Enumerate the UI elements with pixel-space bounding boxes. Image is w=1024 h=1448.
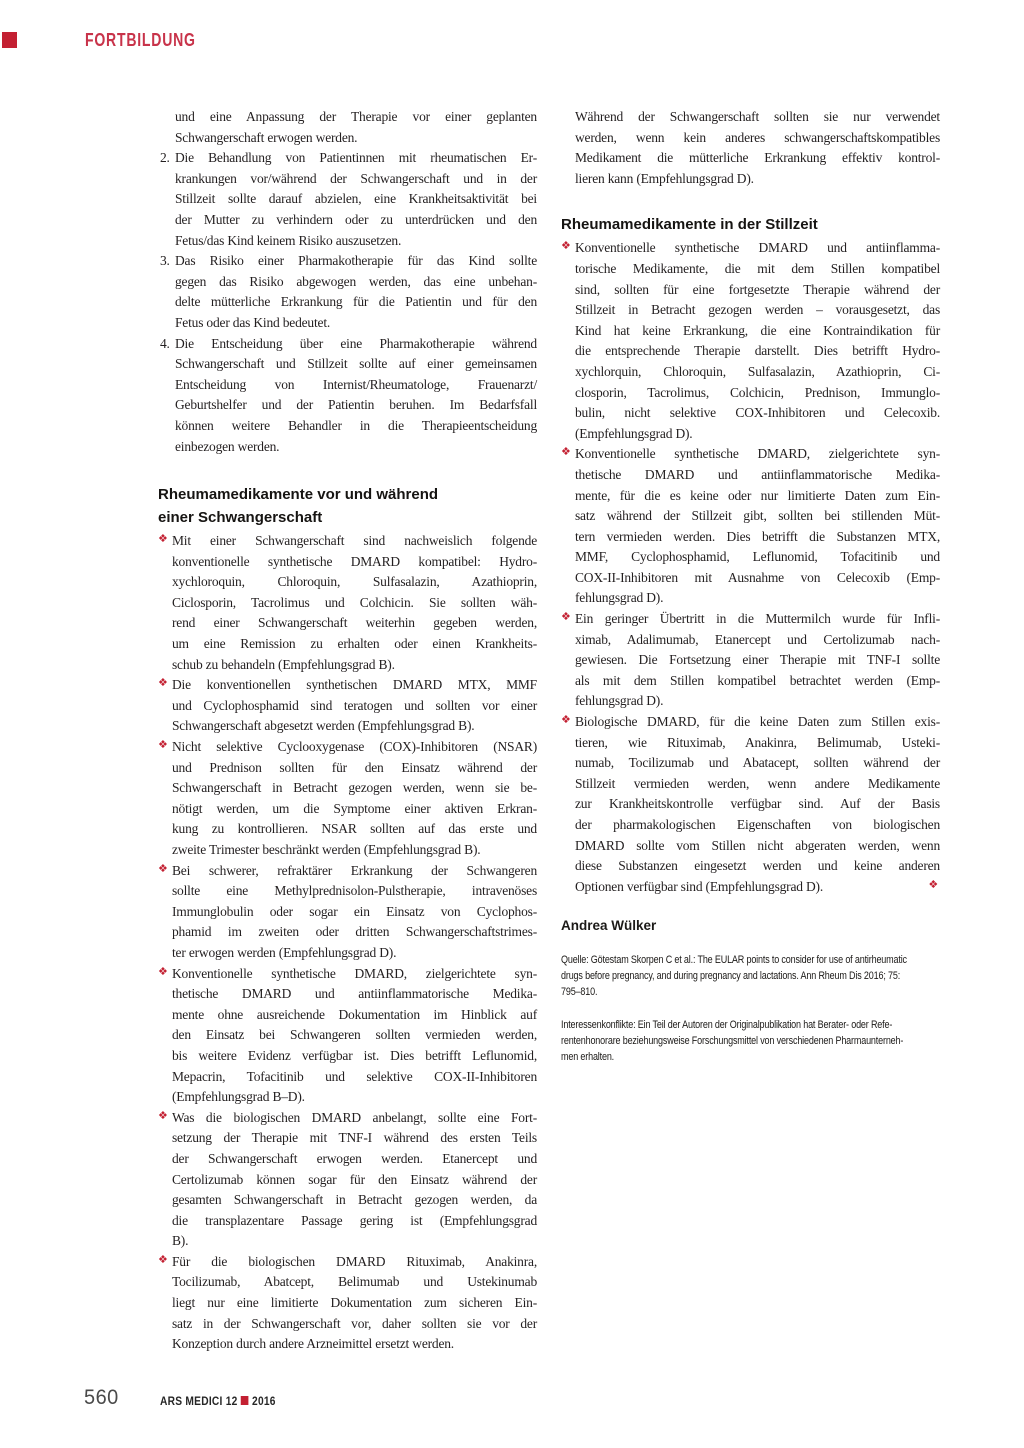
- text-line: nötigt werden, um die Symptome einer aktiven Erkran-: [172, 800, 537, 816]
- text-line: Stillzeit vermieden werden, wenn andere Medikamente: [575, 775, 940, 791]
- diamond-bullet-icon: ❖: [158, 1252, 168, 1266]
- text-line: setzung der Therapie mit TNF-I während des ersten Teils: [172, 1130, 537, 1146]
- text-line: mente ohne ausreichende Dokumentation im Hinblick auf: [172, 1006, 537, 1022]
- text-line: ter erwogen werden (Empfehlungsgrad D).: [172, 944, 397, 960]
- text-line: Konventionelle synthetische DMARD, zielgerichtete syn-: [575, 446, 940, 462]
- section-label: FORTBILDUNG: [85, 30, 196, 50]
- bullet-item: [158, 531, 537, 675]
- text-line: fehlungsgrad D).: [575, 590, 664, 606]
- text-line: und Prednison sollten für den Einsatz während der: [172, 759, 537, 775]
- section-heading-line: einer Schwangerschaft: [158, 509, 323, 527]
- text-line: konventionelle synthetische DMARD kompatibel: Hydro-: [172, 553, 537, 569]
- item-number: 4.: [160, 335, 170, 351]
- text-line: zur Krankheitskontrolle verfügbar sind. Auf der Basis: [575, 796, 940, 812]
- text-line: Entscheidung von Internist/Rheumatologe, Frauenarzt/: [175, 376, 537, 392]
- text-line: bulin, nicht selektive COX-Inhibitoren und Celecoxib.: [575, 405, 940, 421]
- left-column: [158, 107, 537, 1355]
- text-line: Konzeption durch andere Arzneimittel ersetzt werden.: [172, 1336, 454, 1352]
- text-line: (Empfehlungsgrad D).: [575, 425, 693, 441]
- text-line: Schwangerschaft und Stillzeit sollte auf einer gemeinsamen: [175, 356, 537, 372]
- text-line: delte mütterliche Erkrankung für die Patientin und für den: [175, 294, 537, 310]
- text-line: DMARD sollte vom Stillen nicht abgeraten werden, wenn: [575, 837, 940, 853]
- text-line: satz in der Schwangerschaft vor, daher sollten sie vor der: [172, 1315, 537, 1331]
- text-line: werden, wenn kein anderes schwangerschaftskompatibles: [575, 129, 940, 145]
- text-line: gesamten Schwangerschaft in Betracht gezogen werden, da: [172, 1192, 537, 1208]
- diamond-bullet-icon: ❖: [561, 610, 571, 624]
- text-line: tieren, wie Rituximab, Anakinra, Belimumab, Usteki-: [575, 734, 940, 750]
- text-line: Nicht selektive Cyclooxygenase (COX)-Inhibitoren (NSAR): [172, 739, 537, 755]
- diamond-bullet-icon: ❖: [158, 1108, 168, 1122]
- numbered-item: [158, 107, 537, 148]
- text-line: Fetus oder das Kind bedeutet.: [175, 314, 331, 330]
- text-line: Die konventionellen synthetischen DMARD MTX, MMF: [172, 677, 537, 693]
- text-line: Schwangerschaft abgesetzt werden (Empfehlungsgrad B).: [172, 718, 475, 734]
- text-line: Schwangerschaft erwogen werden.: [175, 129, 358, 145]
- text-line: xychloroquin, Chloroquin, Sulfasalazin, Azathioprin,: [172, 574, 537, 590]
- source-line: 795–810.: [561, 986, 598, 999]
- item-number: 3.: [160, 253, 170, 269]
- text-line: Für die biologischen DMARD Rituximab, Anakinra,: [172, 1253, 537, 1269]
- text-line: als mit dem Stillen kompatibel betrachtet werden (Emp-: [575, 672, 940, 688]
- source-note: [561, 952, 1024, 1000]
- conflict-note: [561, 1017, 1024, 1065]
- bullet-item: [561, 238, 940, 444]
- bullet-item: [561, 609, 940, 712]
- text-line: Fetus/das Kind keinem Risiko auszusetzen.: [175, 232, 402, 248]
- diamond-bullet-icon: ❖: [561, 239, 571, 253]
- text-line: können weitere Behandler in die Therapieentscheidung: [175, 417, 537, 433]
- text-line: schub zu behandeln (Empfehlungsgrad B).: [172, 656, 395, 672]
- text-line: den Einsatz bei Schwangeren sollten vermieden werden,: [172, 1027, 537, 1043]
- diamond-bullet-icon: ❖: [158, 861, 168, 875]
- right-column: [561, 107, 940, 1065]
- section-heading-line: Rheumamedikamente vor und während: [158, 486, 439, 504]
- text-line: rend einer Schwangerschaft weiterhin gegeben werden,: [172, 615, 537, 631]
- text-line: Kind hat keine Erkrankung, die eine Kontraindikation für: [575, 322, 940, 338]
- numbered-item: [158, 251, 537, 333]
- text-line: um eine Remission zu erhalten oder einen Krankheits-: [172, 636, 537, 652]
- numbered-item: [158, 148, 537, 251]
- diamond-bullet-icon: ❖: [561, 713, 571, 727]
- source-line: drugs before pregnancy, and during pregnancy and lactations. Ann Rheum Dis 2016; 75:: [561, 970, 901, 983]
- journal-footer-line: [160, 1394, 276, 1408]
- conflict-line: Interessenkonflikte: Ein Teil der Autoren der Originalpublikation hat Berater- oder Refe-: [561, 1019, 893, 1032]
- text-line: und Cyclophosphamid sind teratogen und sollten vor einer: [172, 697, 537, 713]
- text-line: Konventionelle synthetische DMARD, zielgerichtete syn-: [172, 965, 537, 981]
- text-line: Schwangerschaft in Betracht gezogen werden, wenn sie be-: [172, 780, 537, 796]
- text-line: bis weitere Evidenz verfügbar ist. Dies betrifft Leflunomid,: [172, 1047, 537, 1063]
- conflict-line: men erhalten.: [561, 1051, 615, 1064]
- text-line: liegt nur eine limitierte Dokumentation zum sicheren Ein-: [172, 1295, 537, 1311]
- text-line: ximab, Adalimumab, Etanercept und Certolizumab nach-: [575, 631, 940, 647]
- numbered-item: [158, 334, 537, 458]
- journal-name: ARS MEDICI 12: [160, 1394, 238, 1408]
- bullet-item: [158, 861, 537, 964]
- text-line: fehlungsgrad D).: [575, 693, 664, 709]
- text-line: Stillzeit in Betracht gezogen werden – vorausgesetzt, das: [575, 302, 940, 318]
- text-line: torische Medikamente, die mit dem Stillen kompatibel: [575, 260, 940, 276]
- text-line: die entsprechende Therapie darstellt. Dies betrifft Hydro-: [575, 343, 940, 359]
- text-line: gegen das Risiko abgewogen werden, das eine unbehan-: [175, 273, 537, 289]
- text-line: tern vermieden werden. Dies betrifft die Substanzen MTX,: [575, 528, 940, 544]
- section-heading: [158, 483, 537, 529]
- text-line: der Schwangerschaft erwogen werden. Etanercept und: [172, 1150, 537, 1166]
- text-line: Bei schwerer, refraktärer Erkrankung der Schwangeren: [172, 862, 537, 878]
- bullet-item: [158, 737, 537, 861]
- text-line: kung zu kontrollieren. NSAR sollten auf das erste und: [172, 821, 537, 837]
- text-line: Mit einer Schwangerschaft sind nachweislich folgende: [172, 533, 537, 549]
- text-line: Geburtshelfer und der Patientin beruhen. Im Bedarfsfall: [175, 397, 537, 413]
- text-line: MMF, Cyclophosphamid, Leflunomid, Tofacitinib und: [575, 549, 940, 565]
- section-heading: [561, 213, 940, 236]
- bullet-item: [561, 444, 940, 609]
- text-line: einbezogen werden.: [175, 438, 280, 454]
- text-line: COX-II-Inhibitoren mit Ausnahme von Celecoxib (Emp-: [575, 569, 940, 585]
- bullet-item: [158, 1252, 537, 1355]
- text-line: Das Risiko einer Pharmakotherapie für das Kind sollte: [175, 253, 537, 269]
- bullet-item: [158, 1108, 537, 1252]
- text-line: thetische DMARD und antiinflammatorische Medika-: [172, 986, 537, 1002]
- text-line: B).: [172, 1233, 189, 1249]
- text-line: (Empfehlungsgrad B–D).: [172, 1089, 305, 1105]
- item-number: 2.: [160, 150, 170, 166]
- text-line: phamid im zweiten oder dritten Schwangerschaftstrimes-: [172, 924, 537, 940]
- diamond-bullet-icon: ❖: [158, 964, 168, 978]
- bullet-item: [561, 712, 940, 897]
- text-line: gewiesen. Die Fortsetzung einer Therapie mit TNF-I sollte: [575, 652, 940, 668]
- text-line: Tocilizumab, Abatcept, Belimumab und Ustekinumab: [172, 1274, 537, 1290]
- text-line: satz während der Stillzeit gibt, sollten bei stillenden Müt-: [575, 508, 940, 524]
- text-line: sind, sollten für eine fortgesetzte Therapie während der: [575, 281, 940, 297]
- text-line: diese Substanzen eingesetzt werden und keine anderen: [575, 858, 940, 874]
- text-line: Während der Schwangerschaft sollten sie nur verwendet: [575, 109, 940, 124]
- author-name: Andrea Wülker: [561, 918, 657, 934]
- text-line: Medikament die mütterliche Erkrankung effektiv kontrol-: [575, 150, 940, 166]
- text-line: Stillzeit sollte darauf abzielen, eine Krankheitsaktivität bei: [175, 191, 537, 207]
- text-line: zweite Trimester beschränkt werden (Empfehlungsgrad B).: [172, 842, 481, 857]
- text-line: und eine Anpassung der Therapie vor einer geplanten: [175, 109, 537, 124]
- source-line: Quelle: Götestam Skorpen C et al.: The EULAR points to consider for use of antirheumatic: [561, 954, 907, 967]
- text-line: Certolizumab können sogar für den Einsatz während der: [172, 1171, 537, 1187]
- text-line: sollte eine Methylprednisolon-Pulstherapie, intravenöses: [172, 883, 537, 899]
- text-line: Optionen verfügbar sind (Empfehlungsgrad D). ❖: [575, 877, 938, 894]
- text-line: lieren kann (Empfehlungsgrad D).: [575, 170, 754, 186]
- text-line: die transplazentare Passage gering ist (Empfehlungsgrad: [172, 1212, 537, 1228]
- text-line: Konventionelle synthetische DMARD und antiinflamma-: [575, 240, 940, 256]
- text-line: Biologische DMARD, für die keine Daten zum Stillen exis-: [575, 714, 940, 730]
- text-line: der Mutter zu verhindern oder zu unterdrücken und den: [175, 211, 537, 227]
- text-line: Die Entscheidung über eine Pharmakotherapie während: [175, 335, 537, 351]
- end-of-article-icon: ❖: [928, 877, 938, 891]
- journal-year: 2016: [252, 1394, 276, 1408]
- text-line: Immunglobulin oder sogar ein Einsatz von Cyclophos-: [172, 903, 537, 919]
- text-line: krankungen vor/während der Schwangerschaft und in der: [175, 170, 537, 186]
- bullet-item: [158, 675, 537, 737]
- diamond-bullet-icon: ❖: [561, 445, 571, 459]
- text-line: Ciclosporin, Tacrolimus und Colchicin. Sie sollten wäh-: [172, 594, 537, 610]
- section-marker-square: [2, 32, 17, 48]
- diamond-bullet-icon: ❖: [158, 738, 168, 752]
- bullet-item: [158, 964, 537, 1108]
- text-line: Ein geringer Übertritt in die Muttermilch wurde für Infli-: [575, 611, 940, 627]
- page-number: 560: [84, 1386, 119, 1409]
- text-line: der pharmakologischen Eigenschaften von biologischen: [575, 817, 940, 832]
- text-line: Was die biologischen DMARD anbelangt, sollte eine Fort-: [172, 1109, 537, 1125]
- footer-square-icon: [241, 1396, 249, 1405]
- diamond-bullet-icon: ❖: [158, 532, 168, 546]
- text-line: xychlorquin, Chloroquin, Sulfasalazin, Azathioprin, Ci-: [575, 363, 940, 379]
- conflict-line: rentenhonorare beziehungsweise Forschungsmittel von verschiedenen Pharmaunterneh-: [561, 1035, 904, 1048]
- text-line: Die Behandlung von Patientinnen mit rheumatischen Er-: [175, 150, 537, 166]
- text-line: closporin, Tacrolimus, Colchicin, Prednison, Immunglo-: [575, 384, 940, 400]
- diamond-bullet-icon: ❖: [158, 676, 168, 690]
- text-line: numab, Tocilizumab und Abatacept, sollten während der: [575, 755, 940, 771]
- continuation-paragraph: [561, 107, 940, 189]
- section-heading-line: Rheumamedikamente in der Stillzeit: [561, 216, 818, 234]
- text-line: Mepacrin, Tofacitinib und selektive COX-II-Inhibitoren: [172, 1068, 537, 1084]
- text-line: thetische DMARD und antiinflammatorische Medika-: [575, 466, 940, 482]
- text-line: mente, für die es keine oder nur limitierte Daten zum Ein-: [575, 487, 940, 503]
